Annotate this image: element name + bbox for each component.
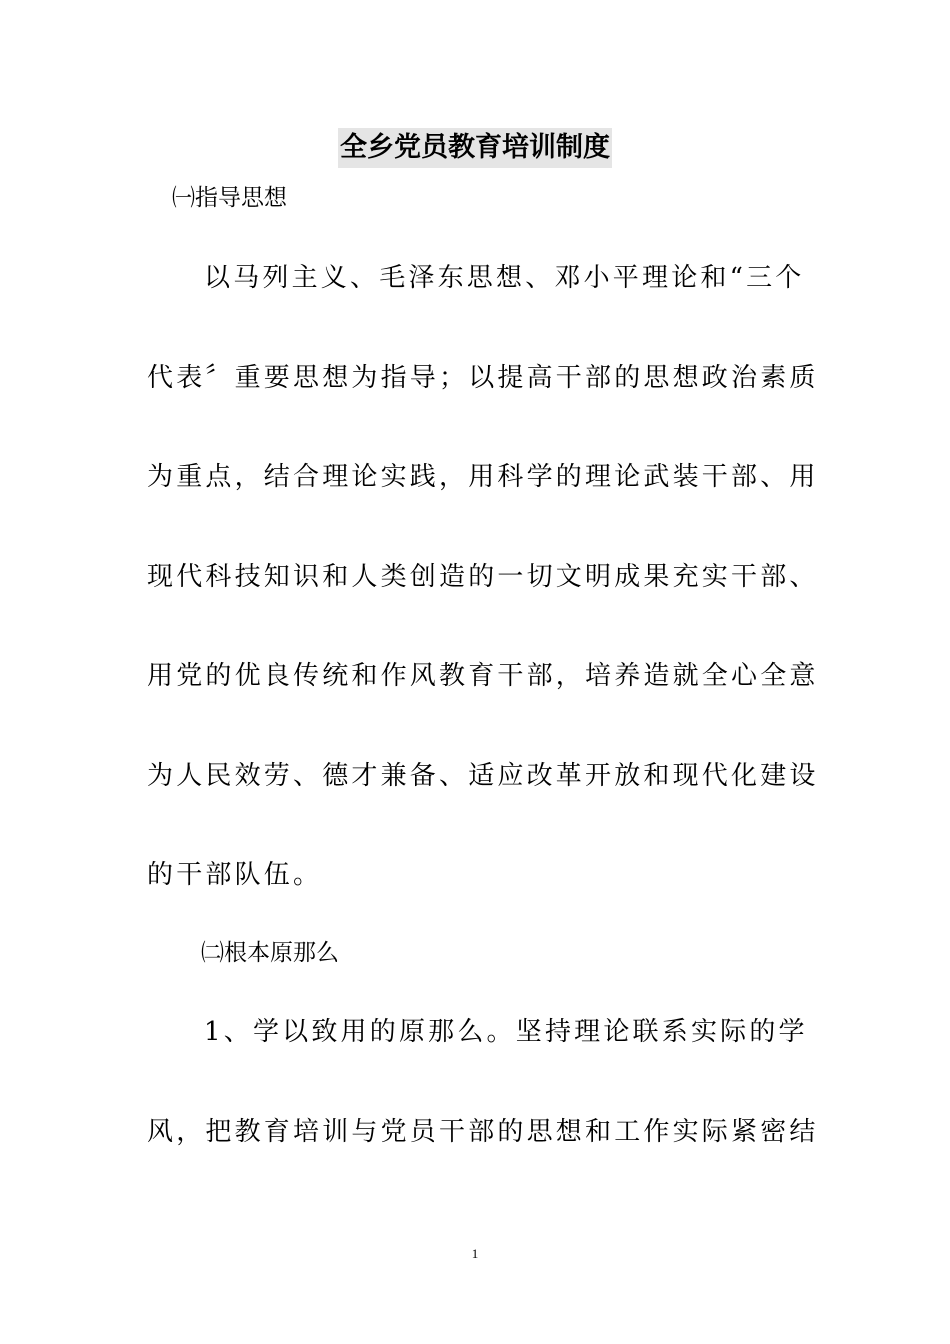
paragraph-line: 用党的优良传统和作风教育干部，培养造就全心全意 [147,661,819,691]
title-container [0,128,950,168]
paragraph-line: 1、学以致用的原那么。坚持理论联系实际的学 [204,1017,808,1047]
paragraph-line: 的干部队伍。 [147,860,323,890]
page-number: 1 [471,1246,479,1261]
section-heading-guiding-thought: ㈠指导思想 [172,185,287,211]
paragraph-line: 以马列主义、毛泽东思想、邓小平理论和“三个 [204,263,805,293]
paragraph-line: 代表〞重要思想为指导；以提高干部的思想政治素质 [147,363,819,393]
paragraph-line: 风，把教育培训与党员干部的思想和工作实际紧密结 [147,1117,819,1147]
document-title: 全乡党员教育培训制度 [338,128,612,168]
paragraph-line: 现代科技知识和人类创造的一切文明成果充实干部、 [147,562,819,592]
paragraph-line: 为重点，结合理论实践，用科学的理论武装干部、用 [147,462,819,492]
section-heading-basic-principles: ㈡根本原那么 [201,940,339,966]
paragraph-line: 为人民效劳、德才兼备、适应改革开放和现代化建设 [147,761,819,791]
